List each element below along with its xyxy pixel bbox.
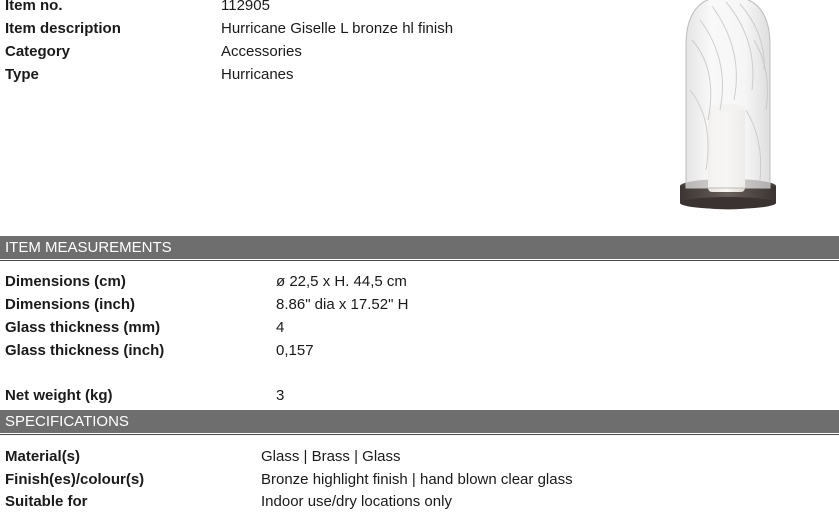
category-label: Category [5, 43, 71, 60]
item-description-label: Item description [5, 20, 121, 37]
finish-colour-label: Finish(es)/colour(s) [5, 471, 145, 488]
item-measurements-header: ITEM MEASUREMENTS [0, 236, 839, 259]
category-value: Accessories [221, 43, 302, 60]
net-weight-value: 3 [276, 387, 285, 404]
glass-thickness-inch-label: Glass thickness (inch) [5, 342, 165, 359]
materials-value: Glass | Brass | Glass [261, 448, 401, 465]
dimensions-inch-label: Dimensions (inch) [5, 296, 136, 313]
item-number-value: 112905 [221, 0, 270, 14]
section-divider [0, 434, 839, 435]
dimensions-cm-label: Dimensions (cm) [5, 273, 126, 290]
item-description-value: Hurricane Giselle L bronze hl finish [221, 20, 454, 37]
materials-label: Material(s) [5, 448, 81, 465]
dimensions-inch-value: 8.86" dia x 17.52" H [276, 296, 409, 313]
glass-thickness-inch-value: 0,157 [276, 342, 314, 359]
finish-colour-value: Bronze highlight finish | hand blown clear glass [261, 471, 573, 488]
specifications-header: SPECIFICATIONS [0, 410, 839, 433]
item-number-label: Item no. [5, 0, 63, 14]
glass-thickness-mm-value: 4 [276, 319, 285, 336]
section-divider [0, 260, 839, 261]
glass-thickness-mm-label: Glass thickness (mm) [5, 319, 161, 336]
type-value: Hurricanes [221, 66, 294, 83]
dimensions-cm-value: ø 22,5 x H. 44,5 cm [276, 273, 407, 290]
suitable-for-value: Indoor use/dry locations only [261, 493, 452, 510]
product-image [668, 0, 783, 215]
type-label: Type [5, 66, 39, 83]
net-weight-label: Net weight (kg) [5, 387, 113, 404]
suitable-for-label: Suitable for [5, 493, 88, 510]
